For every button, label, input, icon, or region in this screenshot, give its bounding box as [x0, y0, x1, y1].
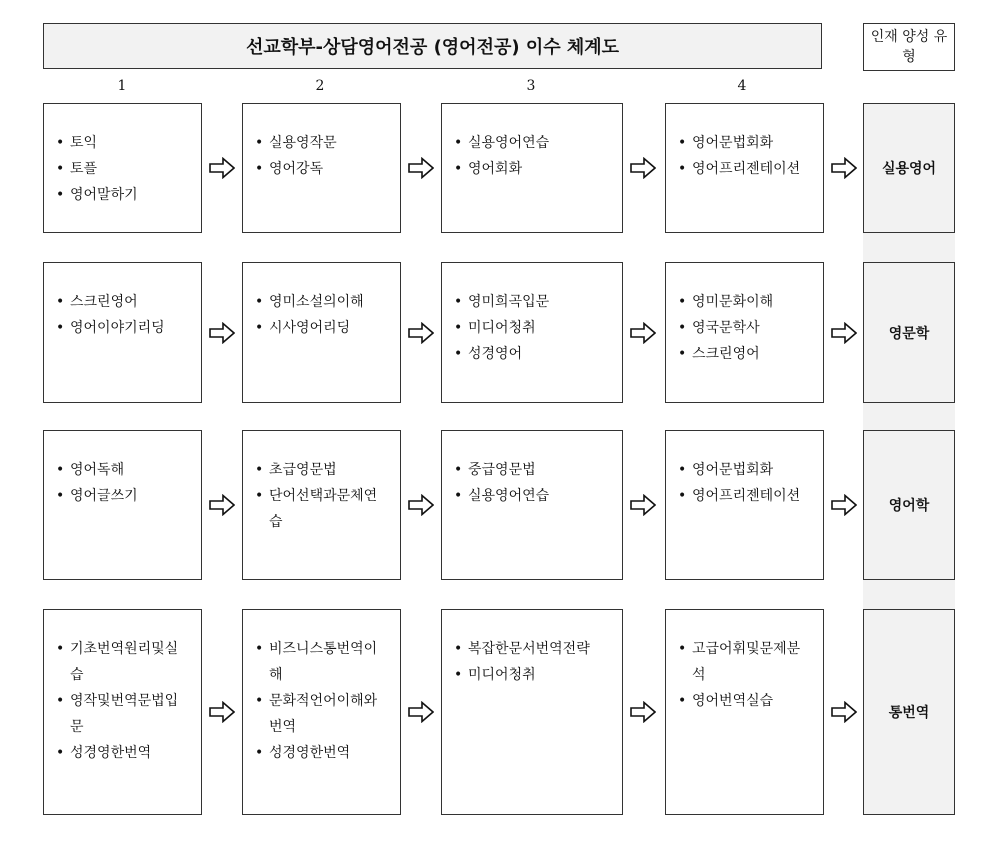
- arrow-right-icon: [209, 322, 235, 344]
- course-list: [678, 130, 813, 182]
- course-list: [454, 130, 612, 182]
- arrow-right-icon: [831, 322, 857, 344]
- arrow-right-icon: [831, 157, 857, 179]
- course-box-row1-stage3: [441, 103, 623, 233]
- type-column-shade: [863, 580, 955, 609]
- course-item: • 스크린영어: [678, 341, 813, 367]
- arrow-right-icon: [209, 494, 235, 516]
- course-box-row1-stage2: [242, 103, 401, 233]
- course-item: • 영어독해: [56, 457, 191, 483]
- arrow-right-icon: [630, 322, 656, 344]
- arrow-right-icon: [408, 157, 434, 179]
- course-item: • 단어선택과문체연습: [255, 483, 390, 535]
- course-item: • 시사영어리딩: [255, 315, 390, 341]
- stage-number-4: 4: [737, 78, 747, 94]
- course-item: • 영국문학사: [678, 315, 813, 341]
- course-box-row4-stage1: [43, 609, 202, 815]
- course-box-row3-stage2: [242, 430, 401, 580]
- course-box-row2-stage4: [665, 262, 824, 403]
- course-item: • 영어프리젠테이션: [678, 156, 813, 182]
- course-item: • 실용영어연습: [454, 483, 612, 509]
- course-item: • 기초번역원리및실습: [56, 636, 191, 688]
- course-box-row3-stage3: [441, 430, 623, 580]
- arrow-right-icon: [408, 322, 434, 344]
- course-item: • 고급어휘및문제분석: [678, 636, 813, 688]
- course-list: [255, 130, 390, 182]
- course-list: [56, 130, 191, 208]
- diagram-title: 선교학부-상담영어전공 (영어전공) 이수 체계도: [43, 23, 822, 69]
- arrow-right-icon: [209, 701, 235, 723]
- course-box-row2-stage2: [242, 262, 401, 403]
- course-item: • 스크린영어: [56, 289, 191, 315]
- arrow-right-icon: [630, 157, 656, 179]
- course-item: • 영미소설의이해: [255, 289, 390, 315]
- course-item: • 영어프리젠테이션: [678, 483, 813, 509]
- arrow-right-icon: [630, 494, 656, 516]
- talent-type-box: 영문학: [863, 262, 955, 403]
- course-list: [678, 289, 813, 367]
- course-item: • 영어강독: [255, 156, 390, 182]
- course-item: • 비즈니스통번역이해: [255, 636, 390, 688]
- course-item: • 성경영어: [454, 341, 612, 367]
- course-item: • 미디어청취: [454, 662, 612, 688]
- type-column-shade: [863, 403, 955, 430]
- course-item: • 영어말하기: [56, 182, 191, 208]
- course-list: [678, 636, 813, 714]
- course-item: • 성경영한번역: [255, 740, 390, 766]
- course-item: • 복잡한문서번역전략: [454, 636, 612, 662]
- course-item: • 영작및번역문법입문: [56, 688, 191, 740]
- course-item: • 미디어청취: [454, 315, 612, 341]
- arrow-right-icon: [408, 701, 434, 723]
- arrow-right-icon: [630, 701, 656, 723]
- arrow-right-icon: [831, 494, 857, 516]
- course-item: • 영어문법회화: [678, 457, 813, 483]
- talent-type-box: 실용영어: [863, 103, 955, 233]
- course-item: • 영어글쓰기: [56, 483, 191, 509]
- course-box-row1-stage1: [43, 103, 202, 233]
- course-box-row2-stage1: [43, 262, 202, 403]
- course-list: [454, 636, 612, 688]
- arrow-right-icon: [831, 701, 857, 723]
- course-list: [454, 457, 612, 509]
- course-item: • 영어번역실습: [678, 688, 813, 714]
- stage-number-3: 3: [526, 78, 536, 94]
- course-list: [56, 457, 191, 509]
- course-item: • 영어회화: [454, 156, 612, 182]
- stage-number-1: 1: [117, 78, 127, 94]
- arrow-right-icon: [408, 494, 434, 516]
- course-box-row3-stage4: [665, 430, 824, 580]
- course-list: [56, 636, 191, 766]
- course-item: • 영미희곡입문: [454, 289, 612, 315]
- course-box-row4-stage3: [441, 609, 623, 815]
- arrow-right-icon: [209, 157, 235, 179]
- course-box-row4-stage4: [665, 609, 824, 815]
- course-box-row1-stage4: [665, 103, 824, 233]
- course-item: • 토플: [56, 156, 191, 182]
- talent-type-box: 통번역: [863, 609, 955, 815]
- course-item: • 실용영어연습: [454, 130, 612, 156]
- course-item: • 문화적언어이해와번역: [255, 688, 390, 740]
- course-box-row4-stage2: [242, 609, 401, 815]
- course-item: • 영어이야기리딩: [56, 315, 191, 341]
- talent-type-box: 영어학: [863, 430, 955, 580]
- course-item: • 영미문화이해: [678, 289, 813, 315]
- course-item: • 초급영문법: [255, 457, 390, 483]
- course-list: [678, 457, 813, 509]
- course-item: • 영어문법회화: [678, 130, 813, 156]
- course-list: [56, 289, 191, 341]
- course-list: [255, 457, 390, 535]
- course-item: • 성경영한번역: [56, 740, 191, 766]
- course-item: • 토익: [56, 130, 191, 156]
- course-item: • 실용영작문: [255, 130, 390, 156]
- course-list: [255, 636, 390, 766]
- stage-number-2: 2: [315, 78, 325, 94]
- type-header: 인재 양성 유형: [863, 23, 955, 71]
- course-list: [454, 289, 612, 367]
- course-list: [255, 289, 390, 341]
- type-column-shade: [863, 233, 955, 262]
- course-item: • 중급영문법: [454, 457, 612, 483]
- course-box-row2-stage3: [441, 262, 623, 403]
- course-box-row3-stage1: [43, 430, 202, 580]
